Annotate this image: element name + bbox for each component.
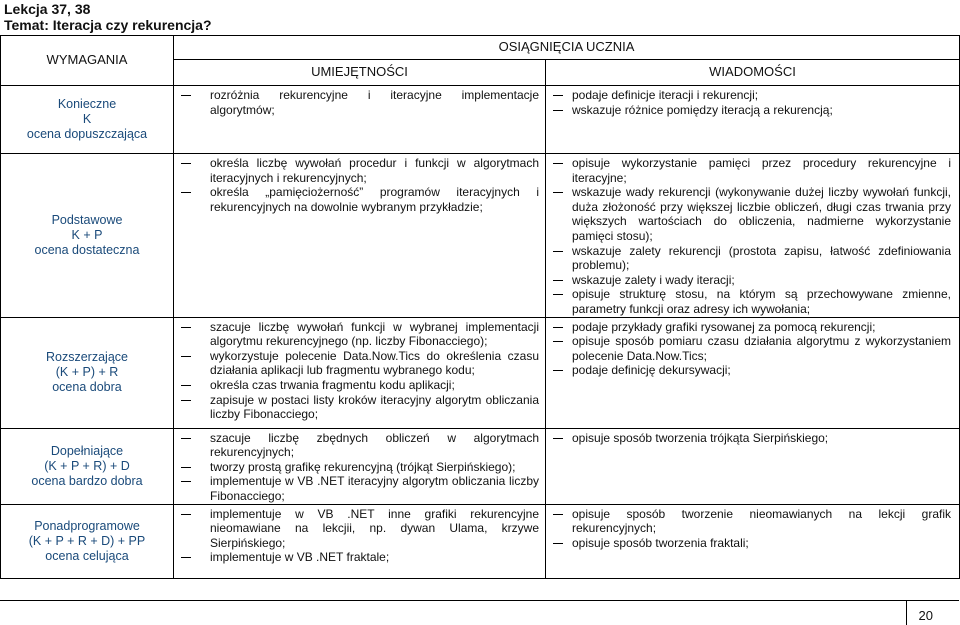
knowledge-cell [546, 428, 960, 504]
level-grade: ocena dopuszczająca [26, 127, 148, 141]
level-code: (K + P + R) + D [44, 458, 130, 473]
level-grade: ocena dobra [52, 380, 122, 395]
level-name: Konieczne [57, 97, 117, 111]
level-cell-dopelniajace [1, 428, 174, 504]
level-name: Rozszerzające [46, 350, 128, 365]
lesson-number: Lekcja 37, 38 [4, 1, 91, 17]
knowledge-item: podaje definicje iteracji i rekurencji; [546, 88, 959, 103]
knowledge-cell [546, 86, 960, 154]
knowledge-item: wskazuje wady rekurencji (wykonywanie dużej liczby wywołań funkcji, duża złożoność przy większej liczbie obliczeń, długi czas trwania przy większych wartościach do obliczenia, nadmierne wykorzystanie pamięci stosu); [546, 185, 959, 243]
level-name: Dopełniające [50, 443, 124, 458]
knowledge-item: wskazuje zalety i wady iteracji; [546, 273, 959, 288]
level-code: K + P [71, 227, 103, 242]
knowledge-cell [546, 504, 960, 578]
knowledge-item: podaje definicję dekursywacji; [546, 363, 959, 378]
knowledge-item: podaje przykłady grafiki rysowanej za pomocą rekurencji; [546, 320, 959, 335]
level-cell-rozszerzajace [1, 317, 174, 428]
knowledge-item: opisuje sposób pomiaru czasu działania algorytmu z wykorzystaniem polecenie Data.Now.Tics; [546, 334, 959, 363]
level-cell-konieczne [1, 86, 174, 154]
header-achievements: OSIĄGNIĘCIA UCZNIA [174, 36, 960, 60]
lesson-topic: Temat: Iteracja czy rekurencja? [4, 17, 212, 33]
skills-cell [174, 504, 546, 578]
skill-item: tworzy prostą grafikę rekurencyjną (trójkąt Sierpińskiego); [174, 460, 545, 475]
knowledge-cell [546, 154, 960, 318]
skills-cell [174, 154, 546, 318]
skill-item: określa „pamięciożerność” programów iteracyjnych i rekurencyjnych na dowolnie wybranym przykładzie; [174, 185, 545, 214]
header-skills: UMIEJĘTNOŚCI [174, 60, 546, 86]
level-grade: ocena dostateczna [34, 242, 140, 257]
skill-item: implementuje w VB .NET fraktale; [174, 550, 545, 565]
level-name: Ponadprogramowe [34, 518, 140, 533]
knowledge-item: opisuje sposób tworzenie nieomawianych na lekcji grafik rekurencyjnych; [546, 507, 959, 536]
footer-divider [0, 600, 959, 601]
skill-item: szacuje liczbę wywołań funkcji w wybranej implementacji algorytmu rekurencyjnego (np. liczby Fibonacciego); [174, 320, 545, 349]
page-number: 20 [918, 608, 933, 623]
knowledge-item: opisuje strukturę stosu, na którym są przechowywane zmienne, parametry funkcji oraz adresy ich wywołania; [546, 287, 959, 316]
footer-page-box-divider [906, 600, 907, 625]
level-grade: ocena celująca [45, 548, 129, 563]
knowledge-item: wskazuje różnice pomiędzy iteracją a rekurencją; [546, 103, 959, 118]
level-code: (K + P) + R [55, 365, 119, 380]
skill-item: implementuje w VB .NET iteracyjny algorytm obliczania liczby Fibonacciego; [174, 474, 545, 503]
skill-item: szacuje liczbę zbędnych obliczeń w algorytmach rekurencyjnych; [174, 431, 545, 460]
knowledge-cell [546, 317, 960, 428]
skill-item: określa czas trwania fragmentu kodu aplikacji; [174, 378, 545, 393]
skill-item: zapisuje w postaci listy kroków iteracyjny algorytm obliczania liczby Fibonacciego; [174, 393, 545, 422]
header-requirements: WYMAGANIA [1, 36, 174, 86]
header-knowledge: WIADOMOŚCI [546, 60, 960, 86]
level-cell-podstawowe [1, 154, 174, 318]
level-code: (K + P + R + D) + PP [28, 533, 146, 548]
knowledge-item: wskazuje zalety rekurencji (prostota zapisu, łatwość zdefiniowania problemu); [546, 244, 959, 273]
skill-item: implementuje w VB .NET inne grafiki rekurencyjne nieomawiane na lekcjii, np. dywan Ulama, krzywe Sierpińskiego; [174, 507, 545, 551]
skill-item: określa liczbę wywołań procedur i funkcji w algorytmach iteracyjnych i rekurencyjnych; [174, 156, 545, 185]
skill-item: rozróżnia rekurencyjne i iteracyjne implementacje algorytmów; [174, 88, 545, 117]
level-grade: ocena bardzo dobra [31, 473, 143, 488]
knowledge-item: opisuje sposób tworzenia trójkąta Sierpińskiego; [546, 431, 959, 446]
level-code: K [82, 112, 92, 126]
knowledge-item: opisuje sposób tworzenia fraktali; [546, 536, 959, 551]
skills-cell [174, 317, 546, 428]
knowledge-item: opisuje wykorzystanie pamięci przez procedury rekurencyjne i iteracyjne; [546, 156, 959, 185]
level-cell-ponadprogramowe [1, 504, 174, 578]
skill-item: wykorzystuje polecenie Data.Now.Tics do określenia czasu działania aplikacji lub fragmentu wybranego kodu; [174, 349, 545, 378]
requirements-table [0, 35, 960, 579]
skills-cell [174, 428, 546, 504]
level-name: Podstawowe [51, 212, 123, 227]
skills-cell [174, 86, 546, 154]
